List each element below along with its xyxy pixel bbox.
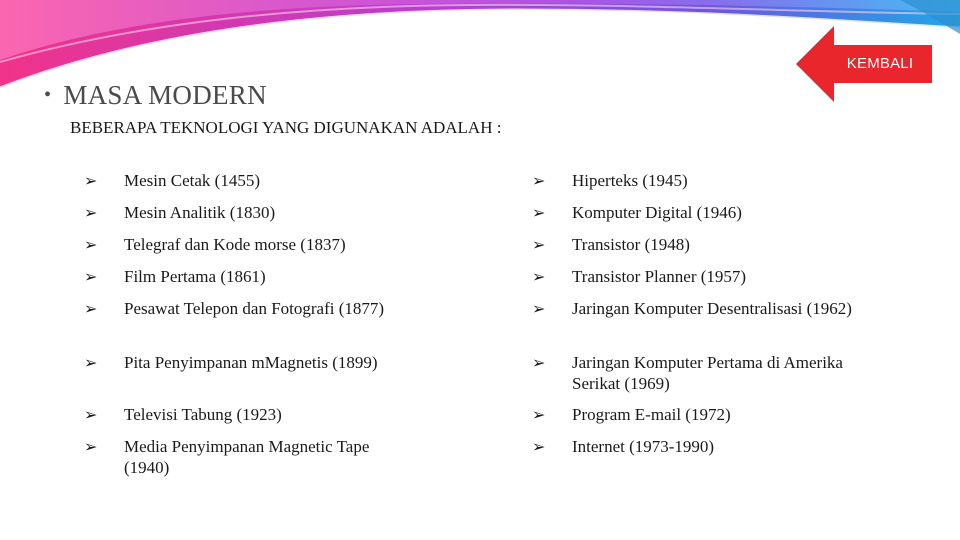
arrow-bullet-icon: ➢ xyxy=(532,203,546,222)
list-item-label: Mesin Cetak (1455) xyxy=(124,171,260,190)
list-item xyxy=(84,234,414,255)
list-item xyxy=(532,266,862,287)
list-item-label: Telegraf dan Kode morse (1837) xyxy=(124,235,346,254)
arrow-bullet-icon: ➢ xyxy=(84,203,98,222)
list-item-label: Pesawat Telepon dan Fotografi (1877) xyxy=(124,299,385,318)
arrow-bullet-icon: ➢ xyxy=(532,353,546,372)
arrow-bullet-icon: ➢ xyxy=(84,267,98,286)
list-item xyxy=(84,170,414,191)
list-item xyxy=(532,352,862,394)
list-item xyxy=(84,266,414,287)
arrow-bullet-icon: ➢ xyxy=(532,171,546,190)
arrow-bullet-icon: ➢ xyxy=(532,235,546,254)
list-item-label: Film Pertama (1861) xyxy=(124,267,266,286)
arrow-bullet-icon: ➢ xyxy=(532,437,546,456)
list-item-label: Transistor (1948) xyxy=(572,235,690,254)
list-item-label: Jaringan Komputer Pertama di Amerika Serikat (1969) xyxy=(572,353,843,393)
arrow-bullet-icon: ➢ xyxy=(84,353,98,372)
list-item xyxy=(84,352,414,373)
arrow-bullet-icon: ➢ xyxy=(532,299,546,318)
back-button-label: KEMBALI xyxy=(846,55,914,72)
arrow-bullet-icon: ➢ xyxy=(532,405,546,424)
arrow-bullet-icon: ➢ xyxy=(84,235,98,254)
list-item xyxy=(532,298,862,319)
list-item-label: Program E-mail (1972) xyxy=(572,405,731,424)
arrow-bullet-icon: ➢ xyxy=(532,267,546,286)
back-button[interactable] xyxy=(796,26,932,102)
list-item-label: Televisi Tabung (1923) xyxy=(124,405,282,424)
bullet-icon: • xyxy=(44,84,52,106)
list-item xyxy=(532,234,862,255)
list-item xyxy=(532,170,862,191)
list-item xyxy=(84,202,414,223)
arrow-bullet-icon: ➢ xyxy=(84,171,98,190)
list-item-label: Hiperteks (1945) xyxy=(572,171,688,190)
list-item-label: Transistor Planner (1957) xyxy=(572,267,747,286)
list-item-label: Komputer Digital (1946) xyxy=(572,203,742,222)
list-item xyxy=(84,404,414,425)
list-item xyxy=(84,436,414,478)
list-item xyxy=(532,404,862,425)
page-title-text: MASA MODERN xyxy=(63,80,267,110)
list-item-label: Pita Penyimpanan mMagnetis (1899) xyxy=(124,353,378,372)
list-item xyxy=(532,202,862,223)
page-title xyxy=(44,80,267,111)
page-subtitle: BEBERAPA TEKNOLOGI YANG DIGUNAKAN ADALAH : xyxy=(70,118,502,137)
list-item-label: Jaringan Komputer Desentralisasi (1962) xyxy=(572,299,852,318)
arrow-bullet-icon: ➢ xyxy=(84,437,98,456)
list-item xyxy=(532,436,862,457)
list-item xyxy=(84,298,414,319)
arrow-bullet-icon: ➢ xyxy=(84,405,98,424)
list-item-label: Media Penyimpanan Magnetic Tape (1940) xyxy=(124,437,370,477)
list-item-label: Mesin Analitik (1830) xyxy=(124,203,276,222)
list-item-label: Internet (1973-1990) xyxy=(572,437,715,456)
arrow-bullet-icon: ➢ xyxy=(84,299,98,318)
